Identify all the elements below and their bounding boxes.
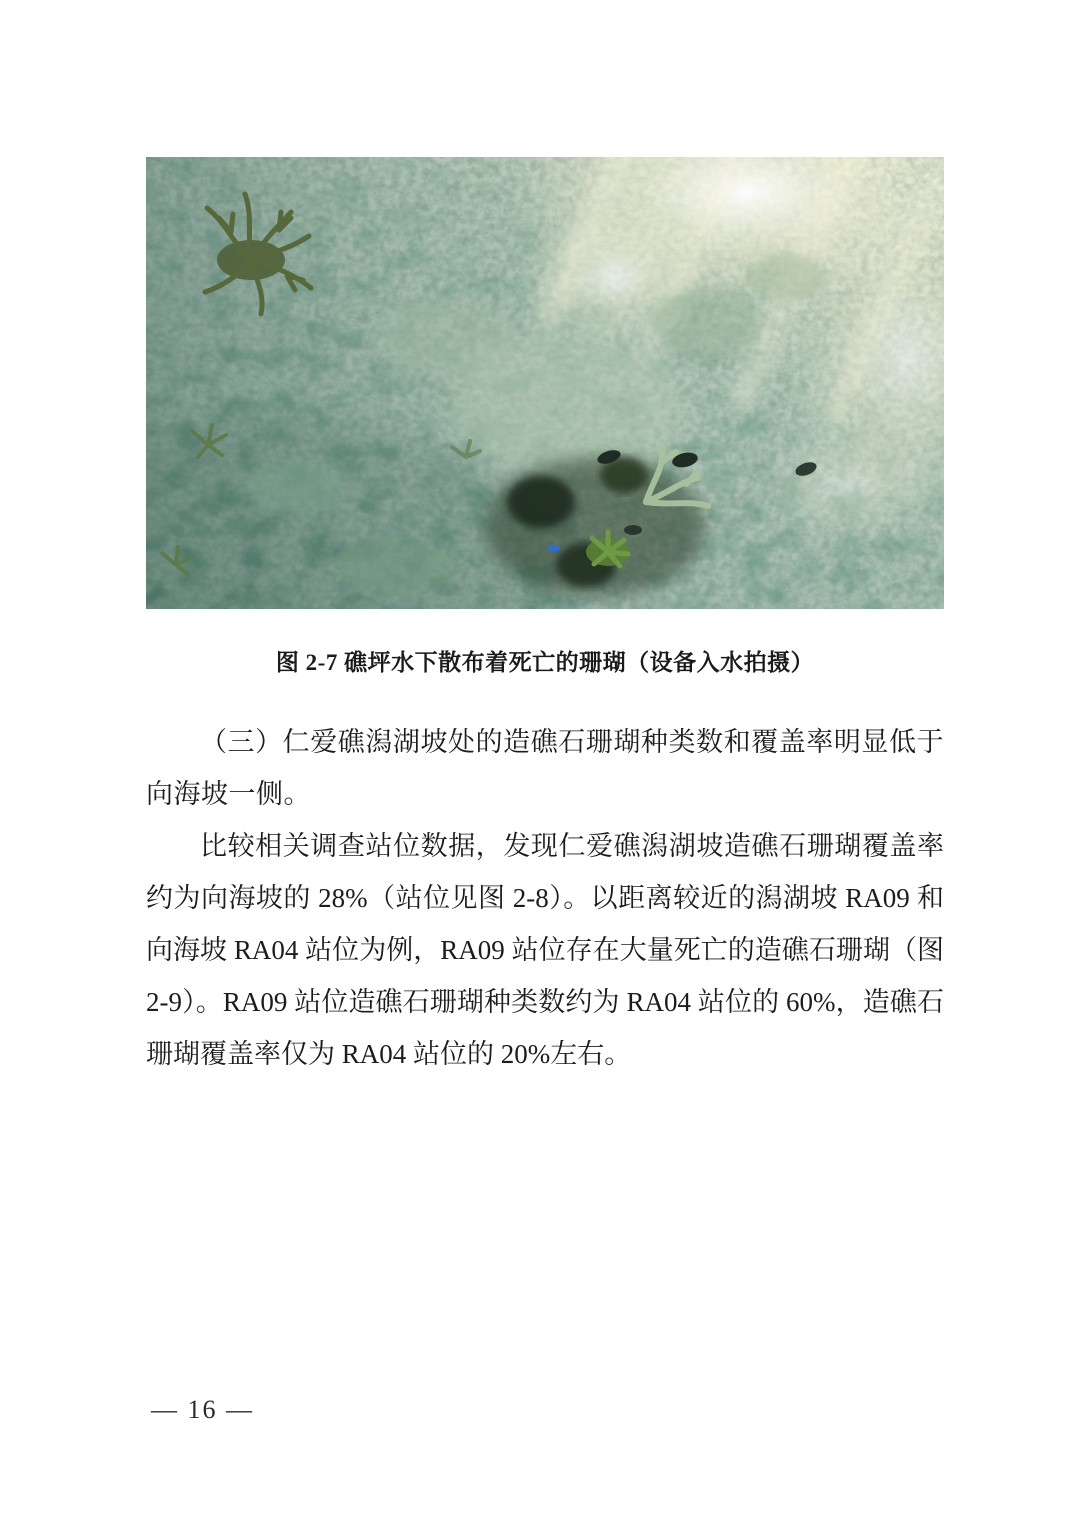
body-line: 向海坡 RA04 站位为例，RA09 站位存在大量死亡的造礁石珊瑚（图 bbox=[146, 935, 944, 965]
reef-photo bbox=[146, 157, 944, 609]
heading-line: 向海坡一侧。 bbox=[146, 779, 311, 809]
body-line: 比较相关调查站位数据，发现仁爱礁潟湖坡造礁石珊瑚覆盖率 bbox=[200, 831, 944, 861]
body-line: 2-9）。RA09 站位造礁石珊瑚种类数约为 RA04 站位的 60%，造礁石 bbox=[146, 987, 944, 1017]
figure-caption: 图 2-7 礁坪水下散布着死亡的珊瑚（设备入水拍摄） bbox=[275, 650, 815, 675]
body-line: 珊瑚覆盖率仅为 RA04 站位的 20%左右。 bbox=[146, 1039, 632, 1069]
section-heading bbox=[146, 716, 944, 820]
page-number: — 16 — bbox=[151, 1395, 254, 1424]
heading-line: （三）仁爱礁潟湖坡处的造礁石珊瑚种类数和覆盖率明显低于 bbox=[200, 727, 944, 757]
reef-photo-figure bbox=[146, 157, 944, 609]
body-line: 约为向海坡的 28%（站位见图 2-8）。以距离较近的潟湖坡 RA09 和 bbox=[146, 883, 944, 913]
blue-speck bbox=[548, 545, 560, 551]
text-block bbox=[146, 716, 944, 1080]
body-paragraph bbox=[146, 820, 944, 1080]
